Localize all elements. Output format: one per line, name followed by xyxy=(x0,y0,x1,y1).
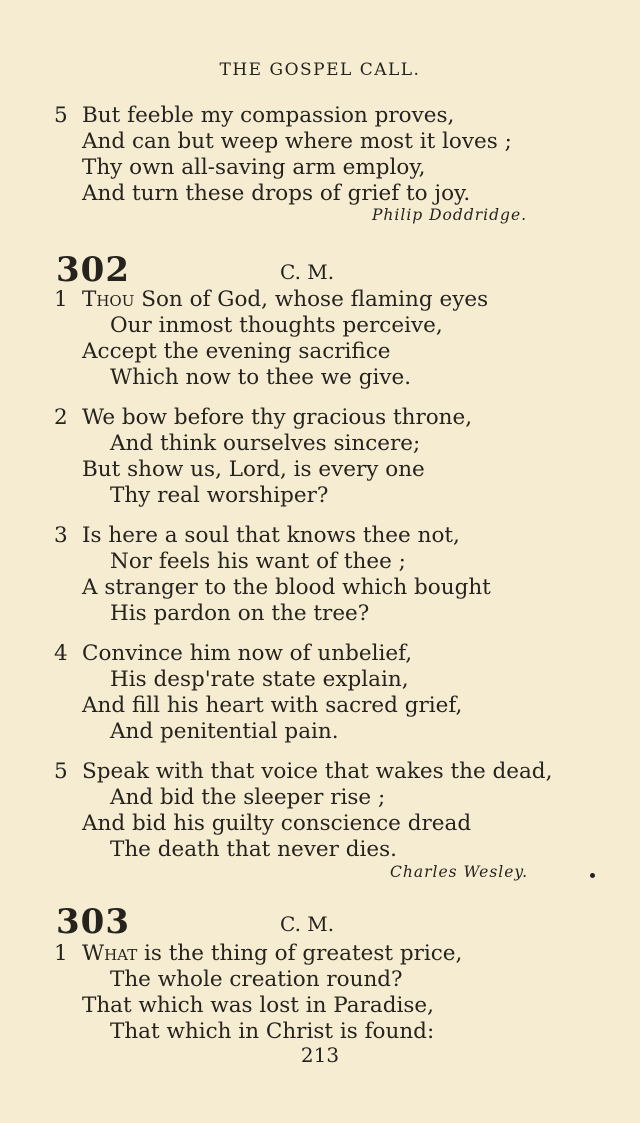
verse-text: But feeble my compassion proves, xyxy=(82,103,455,128)
verse-line: Thy real worshiper? xyxy=(110,483,329,508)
verse-line: His desp'rate state explain, xyxy=(110,667,409,692)
running-header: THE GOSPEL CALL. xyxy=(219,60,421,80)
verse-line xyxy=(54,287,488,313)
verse-first-word: What xyxy=(82,941,138,966)
verse-line xyxy=(54,405,472,431)
verse-text: Is here a soul that knows thee not, xyxy=(82,523,460,548)
hymn-meter: C. M. xyxy=(280,260,335,284)
verse-number: 2 xyxy=(54,405,68,430)
verse-number: 4 xyxy=(54,641,68,666)
page-number: 213 xyxy=(300,1043,340,1067)
hymn-302-verse-2 xyxy=(54,405,472,509)
verse-line: That which was lost in Paradise, xyxy=(82,993,434,1018)
verse-number: 1 xyxy=(54,941,68,966)
verse-line: Our inmost thoughts perceive, xyxy=(110,313,443,338)
verse-number: 1 xyxy=(54,287,68,312)
verse-line: Which now to thee we give. xyxy=(110,365,412,390)
hymn-301-verse-5 xyxy=(54,103,512,207)
hymn-303-verse-1 xyxy=(54,941,462,1045)
hymn-302-verse-1 xyxy=(54,287,488,391)
hymn-number: 302 xyxy=(56,250,130,290)
verse-text: Speak with that voice that wakes the dead, xyxy=(82,759,553,784)
verse-line: But show us, Lord, is every one xyxy=(82,457,425,482)
hymn-meter: C. M. xyxy=(280,912,335,936)
verse-line xyxy=(54,759,552,785)
verse-line: And turn these drops of grief to joy. xyxy=(82,181,471,206)
verse-line: A stranger to the blood which bought xyxy=(82,575,491,600)
verse-line xyxy=(54,641,462,667)
hymn-302-author: Charles Wesley. xyxy=(390,863,529,881)
verse-line: And fill his heart with sacred grief, xyxy=(82,693,463,718)
verse-line xyxy=(54,523,491,549)
verse-number: 3 xyxy=(54,523,68,548)
verse-line: And can but weep where most it loves ; xyxy=(82,129,512,154)
hymn-301-author: Philip Doddridge. xyxy=(372,206,528,224)
verse-line xyxy=(54,941,462,967)
verse-text: Convince him now of unbelief, xyxy=(82,641,413,666)
verse-line: And bid the sleeper rise ; xyxy=(110,785,386,810)
verse-line xyxy=(54,103,512,129)
hymn-302-verse-4 xyxy=(54,641,462,745)
verse-line: That which in Christ is found: xyxy=(110,1019,435,1044)
print-speck xyxy=(590,873,595,878)
verse-line: And think ourselves sincere; xyxy=(110,431,421,456)
verse-text: Son of God, whose flaming eyes xyxy=(134,287,489,312)
verse-first-word: Thou xyxy=(82,287,135,312)
verse-line: The whole creation round? xyxy=(110,967,403,992)
verse-line: Nor feels his want of thee ; xyxy=(110,549,406,574)
hymn-302-verse-5 xyxy=(54,759,552,863)
verse-text: We bow before thy gracious throne, xyxy=(82,405,473,430)
verse-number: 5 xyxy=(54,759,68,784)
verse-number: 5 xyxy=(54,103,68,128)
verse-line: Accept the evening sacrifice xyxy=(82,339,391,364)
verse-line: And penitential pain. xyxy=(110,719,339,744)
verse-line: Thy own all-saving arm employ, xyxy=(82,155,426,180)
verse-line: And bid his guilty conscience dread xyxy=(82,811,472,836)
hymn-number: 303 xyxy=(56,902,130,942)
verse-text: is the thing of greatest price, xyxy=(137,941,463,966)
hymn-302-verse-3 xyxy=(54,523,491,627)
verse-line: The death that never dies. xyxy=(110,837,397,862)
verse-line: His pardon on the tree? xyxy=(110,601,370,626)
